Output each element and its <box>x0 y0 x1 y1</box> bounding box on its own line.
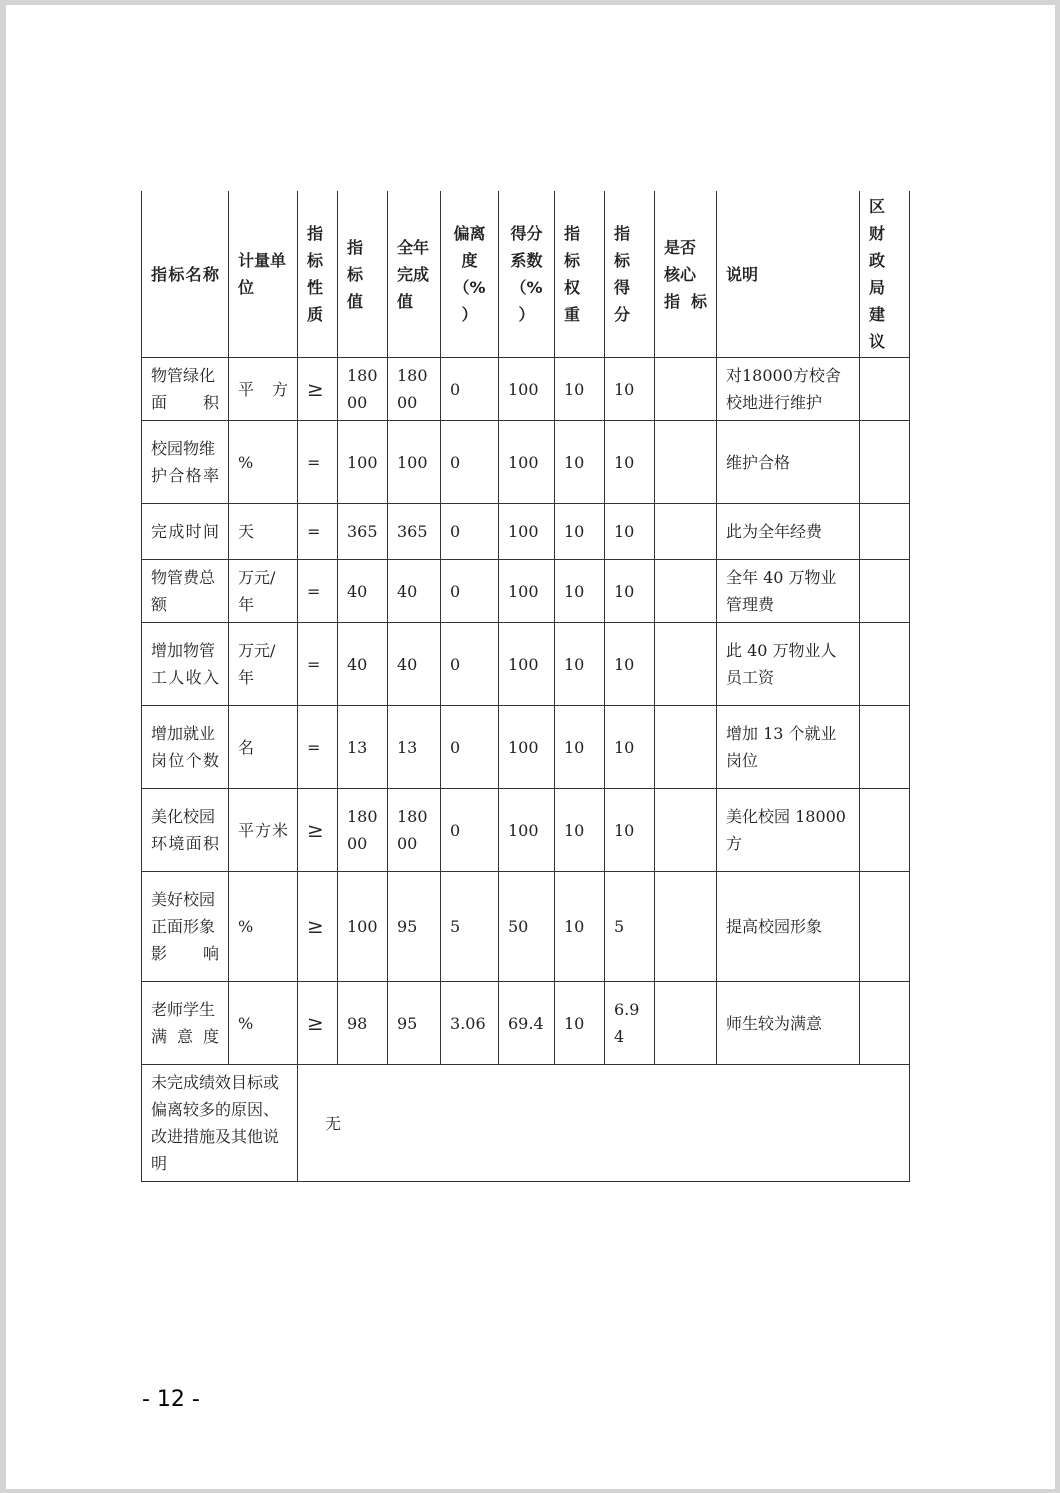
header-nature: 指标性质 <box>298 191 338 358</box>
footer-value: 无 <box>298 1065 910 1182</box>
header-target-value: 指标值 <box>338 191 388 358</box>
cell-is-core <box>655 982 717 1065</box>
cell-score: 10 <box>605 504 655 560</box>
cell-description: 提高校园形象 <box>717 872 860 982</box>
cell-is-core <box>655 504 717 560</box>
cell-target-value: 13 <box>338 706 388 789</box>
cell-weight: 10 <box>555 358 605 421</box>
cell-actual-value: 40 <box>388 623 441 706</box>
table-row <box>142 982 910 1065</box>
header-weight: 指标权重 <box>555 191 605 358</box>
cell-target-value: 98 <box>338 982 388 1065</box>
cell-score-coefficient: 100 <box>499 623 555 706</box>
table-row <box>142 872 910 982</box>
cell-weight: 10 <box>555 872 605 982</box>
header-is-core: 是否核心指标 <box>655 191 717 358</box>
cell-indicator-name: 增加就业岗位个数 <box>142 706 229 789</box>
cell-indicator-name: 增加物管工人收入 <box>142 623 229 706</box>
cell-is-core <box>655 623 717 706</box>
cell-unit: 平方 <box>229 358 298 421</box>
cell-deviation: 0 <box>441 706 499 789</box>
cell-score-coefficient: 100 <box>499 706 555 789</box>
cell-nature: = <box>298 560 338 623</box>
cell-is-core <box>655 789 717 872</box>
cell-unit: 天 <box>229 504 298 560</box>
table-row <box>142 623 910 706</box>
cell-nature: = <box>298 421 338 504</box>
cell-score: 6.94 <box>605 982 655 1065</box>
cell-score-coefficient: 100 <box>499 789 555 872</box>
cell-target-value: 40 <box>338 560 388 623</box>
cell-finance-advice <box>860 872 910 982</box>
header-deviation: 偏离度（%） <box>441 191 499 358</box>
cell-description: 此为全年经费 <box>717 504 860 560</box>
cell-weight: 10 <box>555 789 605 872</box>
cell-finance-advice <box>860 560 910 623</box>
cell-nature: ≥ <box>298 789 338 872</box>
cell-unit: % <box>229 421 298 504</box>
cell-actual-value: 365 <box>388 504 441 560</box>
cell-score: 10 <box>605 789 655 872</box>
cell-score: 10 <box>605 358 655 421</box>
cell-description: 美化校园 18000方 <box>717 789 860 872</box>
cell-finance-advice <box>860 623 910 706</box>
cell-unit: % <box>229 872 298 982</box>
cell-score-coefficient: 50 <box>499 872 555 982</box>
cell-actual-value: 95 <box>388 872 441 982</box>
header-actual-value: 全年完成值 <box>388 191 441 358</box>
table-row <box>142 706 910 789</box>
cell-weight: 10 <box>555 421 605 504</box>
cell-target-value: 18000 <box>338 358 388 421</box>
cell-description: 增加 13 个就业岗位 <box>717 706 860 789</box>
cell-target-value: 100 <box>338 421 388 504</box>
cell-description: 对18000方校舍校地进行维护 <box>717 358 860 421</box>
cell-score-coefficient: 100 <box>499 560 555 623</box>
cell-weight: 10 <box>555 560 605 623</box>
header-score-coefficient: 得分系数（%） <box>499 191 555 358</box>
cell-actual-value: 100 <box>388 421 441 504</box>
cell-weight: 10 <box>555 623 605 706</box>
cell-score: 5 <box>605 872 655 982</box>
table-row <box>142 504 910 560</box>
cell-indicator-name: 校园物维护合格率 <box>142 421 229 504</box>
header-indicator-name: 指标名称 <box>142 191 229 358</box>
cell-unit: % <box>229 982 298 1065</box>
cell-nature: ≥ <box>298 358 338 421</box>
table-row <box>142 789 910 872</box>
cell-indicator-name: 老师学生满意度 <box>142 982 229 1065</box>
cell-unit: 平方米 <box>229 789 298 872</box>
cell-score: 10 <box>605 560 655 623</box>
cell-finance-advice <box>860 789 910 872</box>
cell-deviation: 0 <box>441 560 499 623</box>
cell-weight: 10 <box>555 706 605 789</box>
cell-nature: = <box>298 623 338 706</box>
cell-nature: ≥ <box>298 982 338 1065</box>
cell-score-coefficient: 69.4 <box>499 982 555 1065</box>
cell-is-core <box>655 872 717 982</box>
cell-nature: = <box>298 706 338 789</box>
cell-is-core <box>655 358 717 421</box>
cell-indicator-name: 物管绿化面积 <box>142 358 229 421</box>
cell-score-coefficient: 100 <box>499 504 555 560</box>
performance-indicator-table <box>141 191 910 1182</box>
cell-is-core <box>655 706 717 789</box>
cell-indicator-name: 完成时间 <box>142 504 229 560</box>
cell-finance-advice <box>860 504 910 560</box>
table-row <box>142 358 910 421</box>
cell-score: 10 <box>605 706 655 789</box>
document-page <box>6 5 1055 1489</box>
cell-weight: 10 <box>555 504 605 560</box>
page-number: - 12 - <box>142 1387 200 1412</box>
cell-finance-advice <box>860 982 910 1065</box>
cell-target-value: 365 <box>338 504 388 560</box>
cell-actual-value: 95 <box>388 982 441 1065</box>
cell-deviation: 0 <box>441 504 499 560</box>
cell-unit: 名 <box>229 706 298 789</box>
cell-finance-advice <box>860 706 910 789</box>
cell-unit: 万元/年 <box>229 623 298 706</box>
cell-deviation: 5 <box>441 872 499 982</box>
cell-target-value: 18000 <box>338 789 388 872</box>
cell-deviation: 0 <box>441 421 499 504</box>
cell-target-value: 40 <box>338 623 388 706</box>
cell-nature: = <box>298 504 338 560</box>
cell-is-core <box>655 560 717 623</box>
cell-is-core <box>655 421 717 504</box>
header-description: 说明 <box>717 191 860 358</box>
cell-deviation: 3.06 <box>441 982 499 1065</box>
footer-row <box>142 1065 910 1182</box>
cell-score: 10 <box>605 421 655 504</box>
cell-description: 全年 40 万物业管理费 <box>717 560 860 623</box>
header-finance-advice: 区财政局建议 <box>860 191 910 358</box>
table-row <box>142 560 910 623</box>
cell-description: 师生较为满意 <box>717 982 860 1065</box>
cell-finance-advice <box>860 421 910 504</box>
cell-description: 此 40 万物业人员工资 <box>717 623 860 706</box>
cell-description: 维护合格 <box>717 421 860 504</box>
header-score: 指标得分 <box>605 191 655 358</box>
cell-score-coefficient: 100 <box>499 421 555 504</box>
footer-label: 未完成绩效目标或偏离较多的原因、改进措施及其他说明 <box>142 1065 298 1182</box>
cell-unit: 万元/年 <box>229 560 298 623</box>
table-row <box>142 421 910 504</box>
cell-indicator-name: 美化校园环境面积 <box>142 789 229 872</box>
cell-weight: 10 <box>555 982 605 1065</box>
cell-indicator-name: 美好校园正面形象影响 <box>142 872 229 982</box>
cell-actual-value: 18000 <box>388 789 441 872</box>
cell-deviation: 0 <box>441 789 499 872</box>
cell-deviation: 0 <box>441 623 499 706</box>
header-unit: 计量单位 <box>229 191 298 358</box>
cell-actual-value: 40 <box>388 560 441 623</box>
cell-deviation: 0 <box>441 358 499 421</box>
cell-finance-advice <box>860 358 910 421</box>
table-header-row <box>142 191 910 358</box>
cell-nature: ≥ <box>298 872 338 982</box>
cell-actual-value: 13 <box>388 706 441 789</box>
cell-indicator-name: 物管费总额 <box>142 560 229 623</box>
cell-score-coefficient: 100 <box>499 358 555 421</box>
cell-score: 10 <box>605 623 655 706</box>
cell-actual-value: 18000 <box>388 358 441 421</box>
cell-target-value: 100 <box>338 872 388 982</box>
